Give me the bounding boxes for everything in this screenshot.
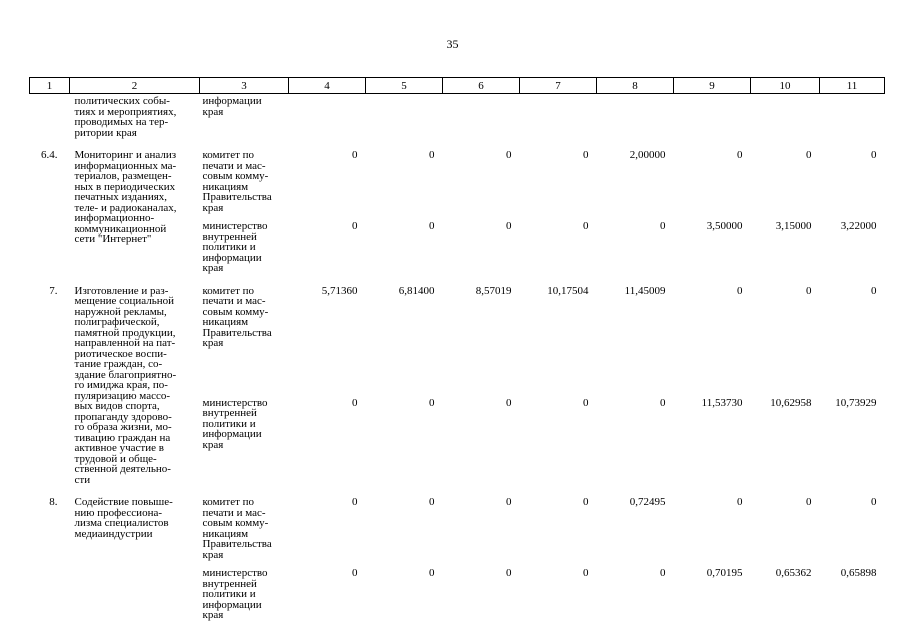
value-cell: 5,71360 [321,284,358,297]
spacer-cell [30,138,885,148]
value-cell: 0 [506,496,512,508]
executor-cell: информации края [202,95,262,118]
executor-cell: комитет по печати и мас- совым комму- никациям Правительства края [202,149,272,214]
value-cell: 3,50000 [706,220,743,232]
value-cell: 0 [737,496,743,508]
column-header-10: 10 [751,78,820,94]
column-header-7: 7 [520,78,597,94]
description-cell: Мониторинг и анализ информационных ма- териалов, размещен- ных в периодических печатных изданиях, теле- и радиоканалах, информационно- коммуникационной сети "Интернет" [74,149,177,245]
column-header-8: 8 [597,78,674,94]
value-cell [597,94,674,139]
column-header-9: 9 [674,78,751,94]
value-cell: 0,65898 [840,567,877,579]
description-cell: политических собы- тиях и мероприятиях, проводимых на тер- ритории края [74,95,177,139]
value-cell: 0 [583,220,589,232]
value-cell: 0 [583,567,589,579]
value-cell [751,94,820,139]
value-cell: 11,53730 [701,396,743,409]
value-cell: 0,72495 [629,496,666,508]
header-row [30,78,885,94]
value-cell: 8,57019 [475,284,512,297]
value-cell: 3,22000 [840,220,877,232]
spacer-row [30,274,885,284]
value-cell [289,94,366,139]
executor-cell: министерство внутренней политики и информации края [202,396,268,451]
value-cell: 10,73929 [835,396,877,409]
value-cell: 0 [429,220,435,232]
value-cell [520,94,597,139]
executor-cell: министерство внутренней политики и информации края [202,220,268,274]
spacer-row [30,138,885,148]
value-cell [674,94,751,139]
value-cell: 0 [660,396,666,409]
column-header-11: 11 [820,78,885,94]
value-cell: 0 [806,284,812,297]
value-cell: 0 [806,149,812,161]
description-cell: Изготовление и раз- мещение социальной наружной рекламы, полиграфической, памятной продукции, направленной на пат- риотическое воспи- тание граждан, со- здание благоприятно- го имиджа края, по- пуляризацию массо- вых видов спорта, пропаганду здорово- го образа жизни, мо- тивацию граждан на активное участие в трудовой и обще- ственной деятельно- сти [74,284,177,486]
data-table [29,77,885,621]
value-cell: 0 [737,149,743,161]
value-cell: 0 [352,396,358,409]
page-number: 35 [446,37,459,51]
value-cell: 0,70195 [706,567,743,579]
value-cell: 0 [737,284,743,297]
executor-cell: комитет по печати и мас- совым комму- никациям Правительства края [202,496,272,561]
row-number-cell: 6.4. [41,149,58,161]
value-cell: 0 [352,496,358,508]
value-cell: 0 [583,496,589,508]
column-header-4: 4 [289,78,366,94]
column-header-2: 2 [70,78,200,94]
value-cell: 0 [871,284,877,297]
column-header-3: 3 [200,78,289,94]
column-header-1: 1 [30,78,70,94]
value-cell: 11,45009 [624,284,666,297]
value-cell [820,94,885,139]
value-cell: 0 [871,496,877,508]
value-cell [443,94,520,139]
value-cell: 0 [660,567,666,579]
spacer-row [30,485,885,495]
value-cell: 0,65362 [775,567,812,579]
value-cell: 0 [429,567,435,579]
value-cell: 0 [506,220,512,232]
continuation-row [30,94,885,139]
value-cell: 0 [352,567,358,579]
value-cell: 0 [871,149,877,161]
spacer-cell [30,274,885,284]
value-cell: 0 [429,496,435,508]
value-cell: 0 [506,567,512,579]
table-row [30,148,885,213]
value-cell: 0 [506,396,512,409]
row-number-cell: 7. [49,284,58,297]
spacer-cell [30,485,885,495]
table-header [30,78,885,94]
value-cell: 0 [660,220,666,232]
value-cell: 0 [352,149,358,161]
description-cell: Содействие повыше- нию профессиона- лизма специалистов медиаиндустрии [74,496,173,540]
value-cell: 0 [429,149,435,161]
executor-cell: комитет по печати и мас- совым комму- никациям Правительства края [202,284,272,349]
value-cell: 10,17504 [547,284,589,297]
table-body [30,94,885,621]
table-row [30,495,885,560]
table-row [30,284,885,390]
value-cell: 3,15000 [775,220,812,232]
value-cell: 0 [806,496,812,508]
column-header-5: 5 [366,78,443,94]
value-cell: 0 [583,149,589,161]
row-number-cell: 8. [49,496,58,508]
value-cell: 10,62958 [770,396,812,409]
value-cell: 0 [429,396,435,409]
value-cell: 0 [506,149,512,161]
column-header-6: 6 [443,78,520,94]
executor-cell: министерство внутренней политики и информации края [202,567,268,621]
value-cell: 0 [583,396,589,409]
row-number-cell [30,94,70,139]
value-cell: 2,00000 [629,149,666,161]
value-cell: 0 [352,220,358,232]
value-cell: 6,81400 [398,284,435,297]
value-cell [366,94,443,139]
